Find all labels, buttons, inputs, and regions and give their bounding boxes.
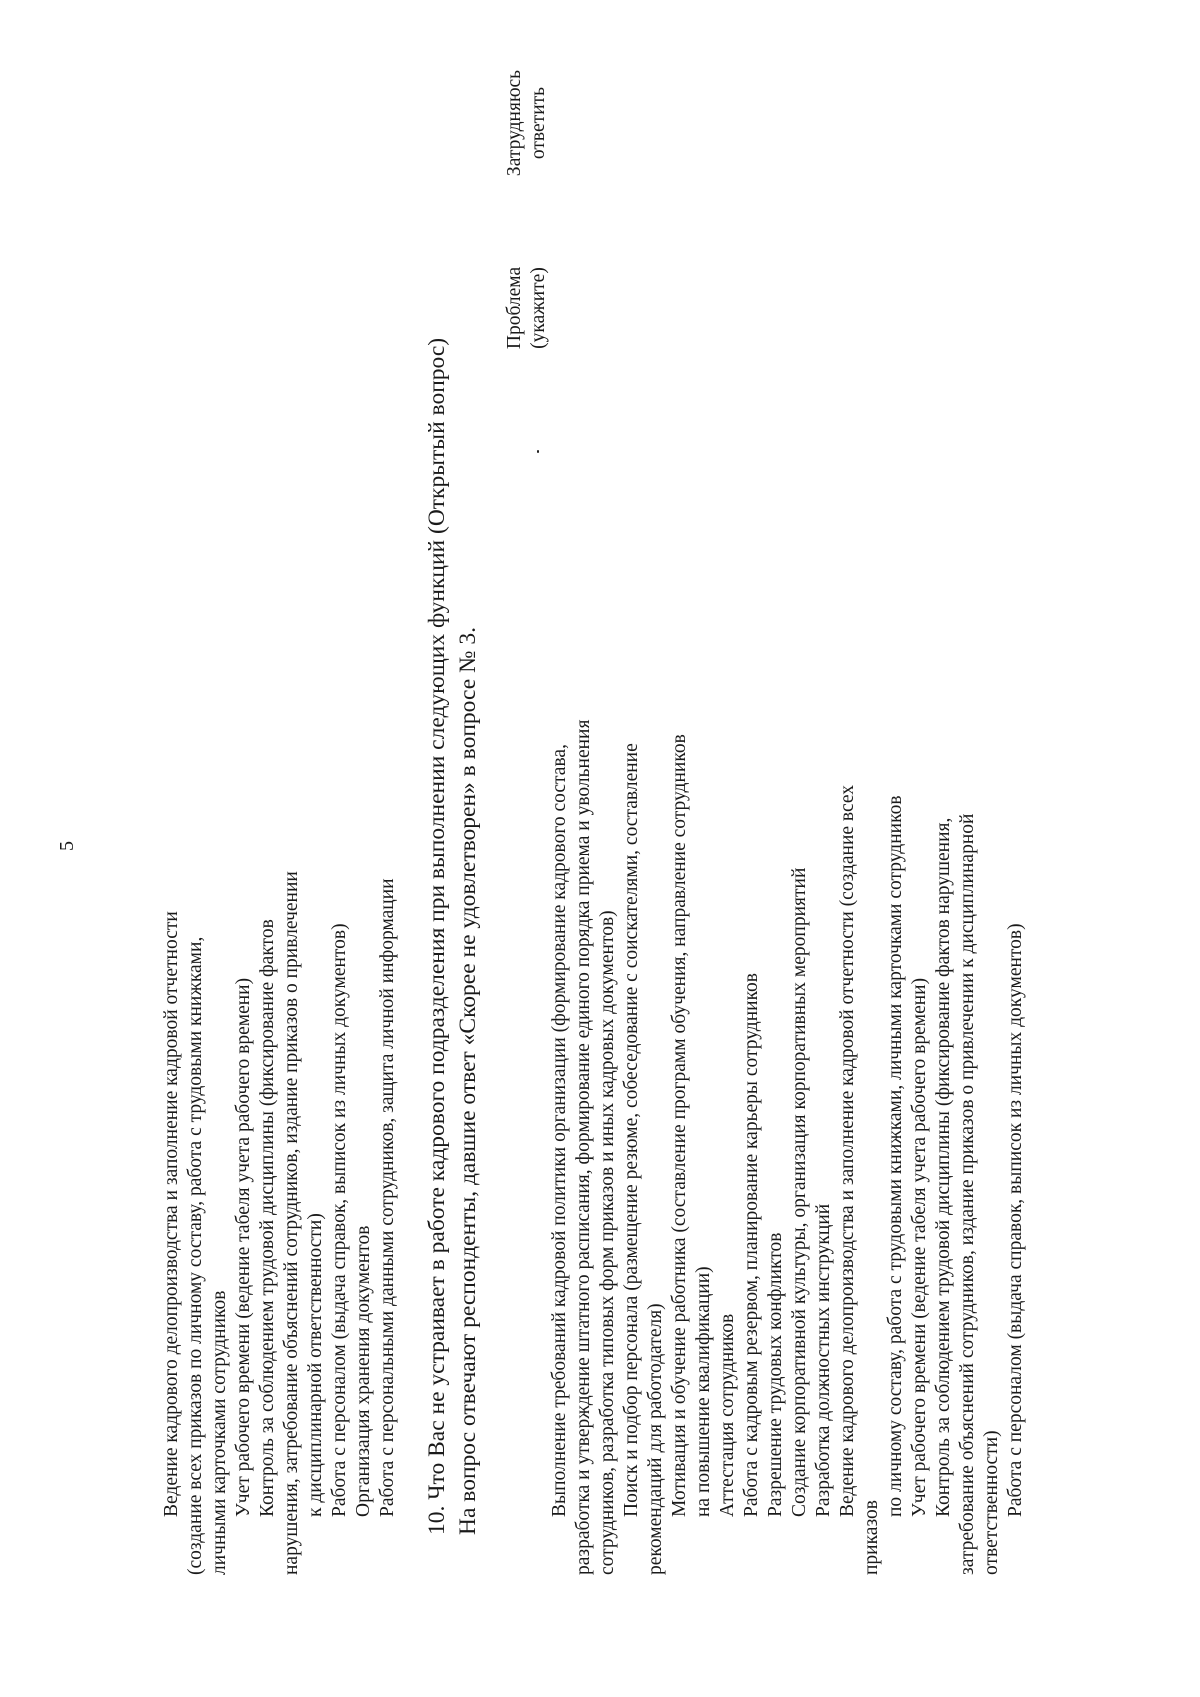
- table-row: разработка и утверждение штатного расписания, формирование единого порядка приема и увольнения: [573, 719, 594, 1575]
- list-item: Контроль за соблюдением трудовой дисциплины (фиксирование фактов: [257, 919, 278, 1517]
- list-item: к дисциплинарной ответственности): [305, 1213, 326, 1517]
- column-header-unsure: [503, 38, 551, 208]
- table-row: ответственности): [981, 1430, 1002, 1575]
- table-row: Разработка должностных инструкций: [813, 1203, 834, 1517]
- table-row: Контроль за соблюдением трудовой дисциплины (фиксирование фактов нарушения,: [933, 817, 954, 1517]
- column-header-problem: [503, 223, 551, 393]
- table-row: Мотивация и обучение работника (составление программ обучения, направление сотрудников: [669, 734, 690, 1517]
- question-title: 10. Что Вас не устраивает в работе кадрового подразделения при выполнении следующих функций (Открытый вопрос): [424, 337, 450, 1535]
- table-row: сотрудников, разработка типовых форм приказов и иных кадровых документов): [597, 910, 618, 1575]
- column-header-unsure-line1: Затрудняюсь: [504, 69, 525, 177]
- table-row: Создание корпоративной культуры, организация корпоративных мероприятий: [789, 867, 810, 1517]
- table-row: Аттестация сотрудников: [717, 1313, 738, 1517]
- list-item: Ведение кадрового делопроизводства и заполнение кадровой отчетности: [161, 911, 182, 1517]
- table-row: Разрешение трудовых конфликтов: [765, 1232, 786, 1517]
- table-row: Работа с персоналом (выдача справок, выписок из личных документов): [1005, 923, 1026, 1517]
- list-item: нарушения, затребование объяснений сотрудников, издание приказов о привлечении: [281, 871, 302, 1575]
- table-row: рекомендаций для работодателя): [645, 1303, 666, 1575]
- column-header-unsure-line2: ответить: [528, 86, 549, 160]
- list-item: Организация хранения документов: [353, 1225, 374, 1517]
- column-header-problem-line1: Проблема: [504, 266, 525, 350]
- list-item: Работа с персоналом (выдача справок, выписок из личных документов): [329, 923, 350, 1517]
- rotated-page-content: [160, 69, 1184, 1575]
- table-row: на повышение квалификации): [693, 1266, 714, 1517]
- question-subtitle: На вопрос отвечают респонденты, давшие ответ «Скорее не удовлетворен» в вопросе № 3.: [455, 627, 481, 1535]
- table-row: Выполнение требований кадровой политики организации (формирование кадрового состава,: [549, 744, 570, 1517]
- column-header-problem-line2: (укажите): [528, 267, 549, 349]
- list-item: личными карточками сотрудников: [209, 1290, 230, 1575]
- table-row: Поиск и подбор персонала (размещение резюме, собеседование с соискателями, составление: [621, 743, 642, 1517]
- list-item: Работа с персональными данными сотрудников, защита личной информации: [377, 878, 398, 1517]
- table-row: Учет рабочего времени (ведение табеля учета рабочего времени): [909, 977, 930, 1517]
- list-item: Учет рабочего времени (ведение табеля учета рабочего времени): [233, 977, 254, 1517]
- list-item: (создание всех приказов по личному составу, работа с трудовыми книжками,: [185, 936, 206, 1575]
- table-row: по личному составу, работа с трудовыми книжками, личными карточками сотрудников: [885, 795, 906, 1517]
- table-row: затребование объяснений сотрудников, издание приказов о привлечении к дисциплинарной: [957, 813, 978, 1575]
- page-number: 5: [56, 841, 78, 851]
- table-row: приказов: [861, 1499, 882, 1575]
- table-row: Работа с кадровым резервом, планирование карьеры сотрудников: [741, 972, 762, 1517]
- scan-speck: [537, 450, 539, 453]
- table-row: Ведение кадрового делопроизводства и заполнение кадровой отчетности (создание всех: [837, 784, 858, 1517]
